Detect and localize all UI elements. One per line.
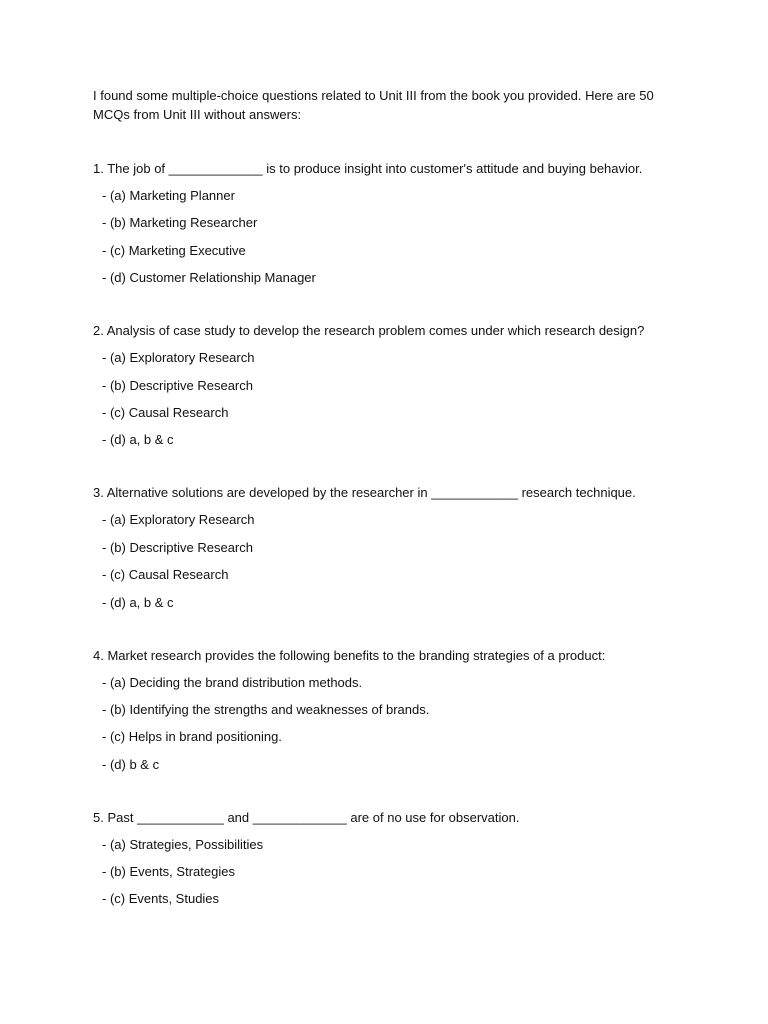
option-a: - (a) Deciding the brand distribution methods. (102, 674, 363, 690)
option-list (93, 186, 683, 287)
option-list (93, 673, 683, 774)
option-c: - (c) Marketing Executive (102, 242, 246, 258)
option-d: - (d) Customer Relationship Manager (102, 270, 316, 286)
question-text: 5. Past ____________ and _____________ are of no use for observation. (93, 809, 520, 825)
option-c: - (c) Helps in brand positioning. (102, 729, 282, 745)
question-4 (93, 646, 683, 774)
option-b: - (b) Descriptive Research (102, 377, 253, 393)
option-d: - (d) a, b & c (102, 594, 174, 610)
option-a: - (a) Exploratory Research (102, 512, 255, 528)
option-list (93, 510, 683, 611)
option-list (93, 348, 683, 449)
option-b: - (b) Events, Strategies (102, 864, 235, 880)
question-1 (93, 159, 683, 287)
option-b: - (b) Descriptive Research (102, 539, 253, 555)
question-3 (93, 483, 683, 611)
document-content (93, 86, 683, 942)
question-text: 2. Analysis of case study to develop the research problem comes under which research design? (93, 323, 645, 339)
option-b: - (b) Identifying the strengths and weaknesses of brands. (102, 701, 430, 717)
question-2 (93, 321, 683, 449)
intro-paragraph: I found some multiple-choice questions related to Unit III from the book you provided. Here are 50 MCQs from Unit III without answers: (93, 88, 654, 122)
option-c: - (c) Causal Research (102, 404, 229, 420)
option-d: - (d) b & c (102, 756, 160, 772)
question-text: 1. The job of _____________ is to produce insight into customer's attitude and buying behavior. (93, 161, 643, 176)
question-text: 4. Market research provides the following benefits to the branding strategies of a product: (93, 647, 606, 663)
option-b: - (b) Marketing Researcher (102, 215, 258, 231)
question-text: 3. Alternative solutions are developed by the researcher in ____________ research technique. (93, 485, 636, 501)
question-5 (93, 808, 683, 909)
option-c: - (c) Causal Research (102, 567, 229, 583)
option-a: - (a) Exploratory Research (102, 350, 255, 366)
option-list (93, 835, 683, 909)
option-a: - (a) Marketing Planner (102, 188, 235, 203)
option-d: - (d) a, b & c (102, 432, 174, 448)
option-a: - (a) Strategies, Possibilities (102, 836, 264, 852)
option-c: - (c) Events, Studies (102, 891, 220, 907)
